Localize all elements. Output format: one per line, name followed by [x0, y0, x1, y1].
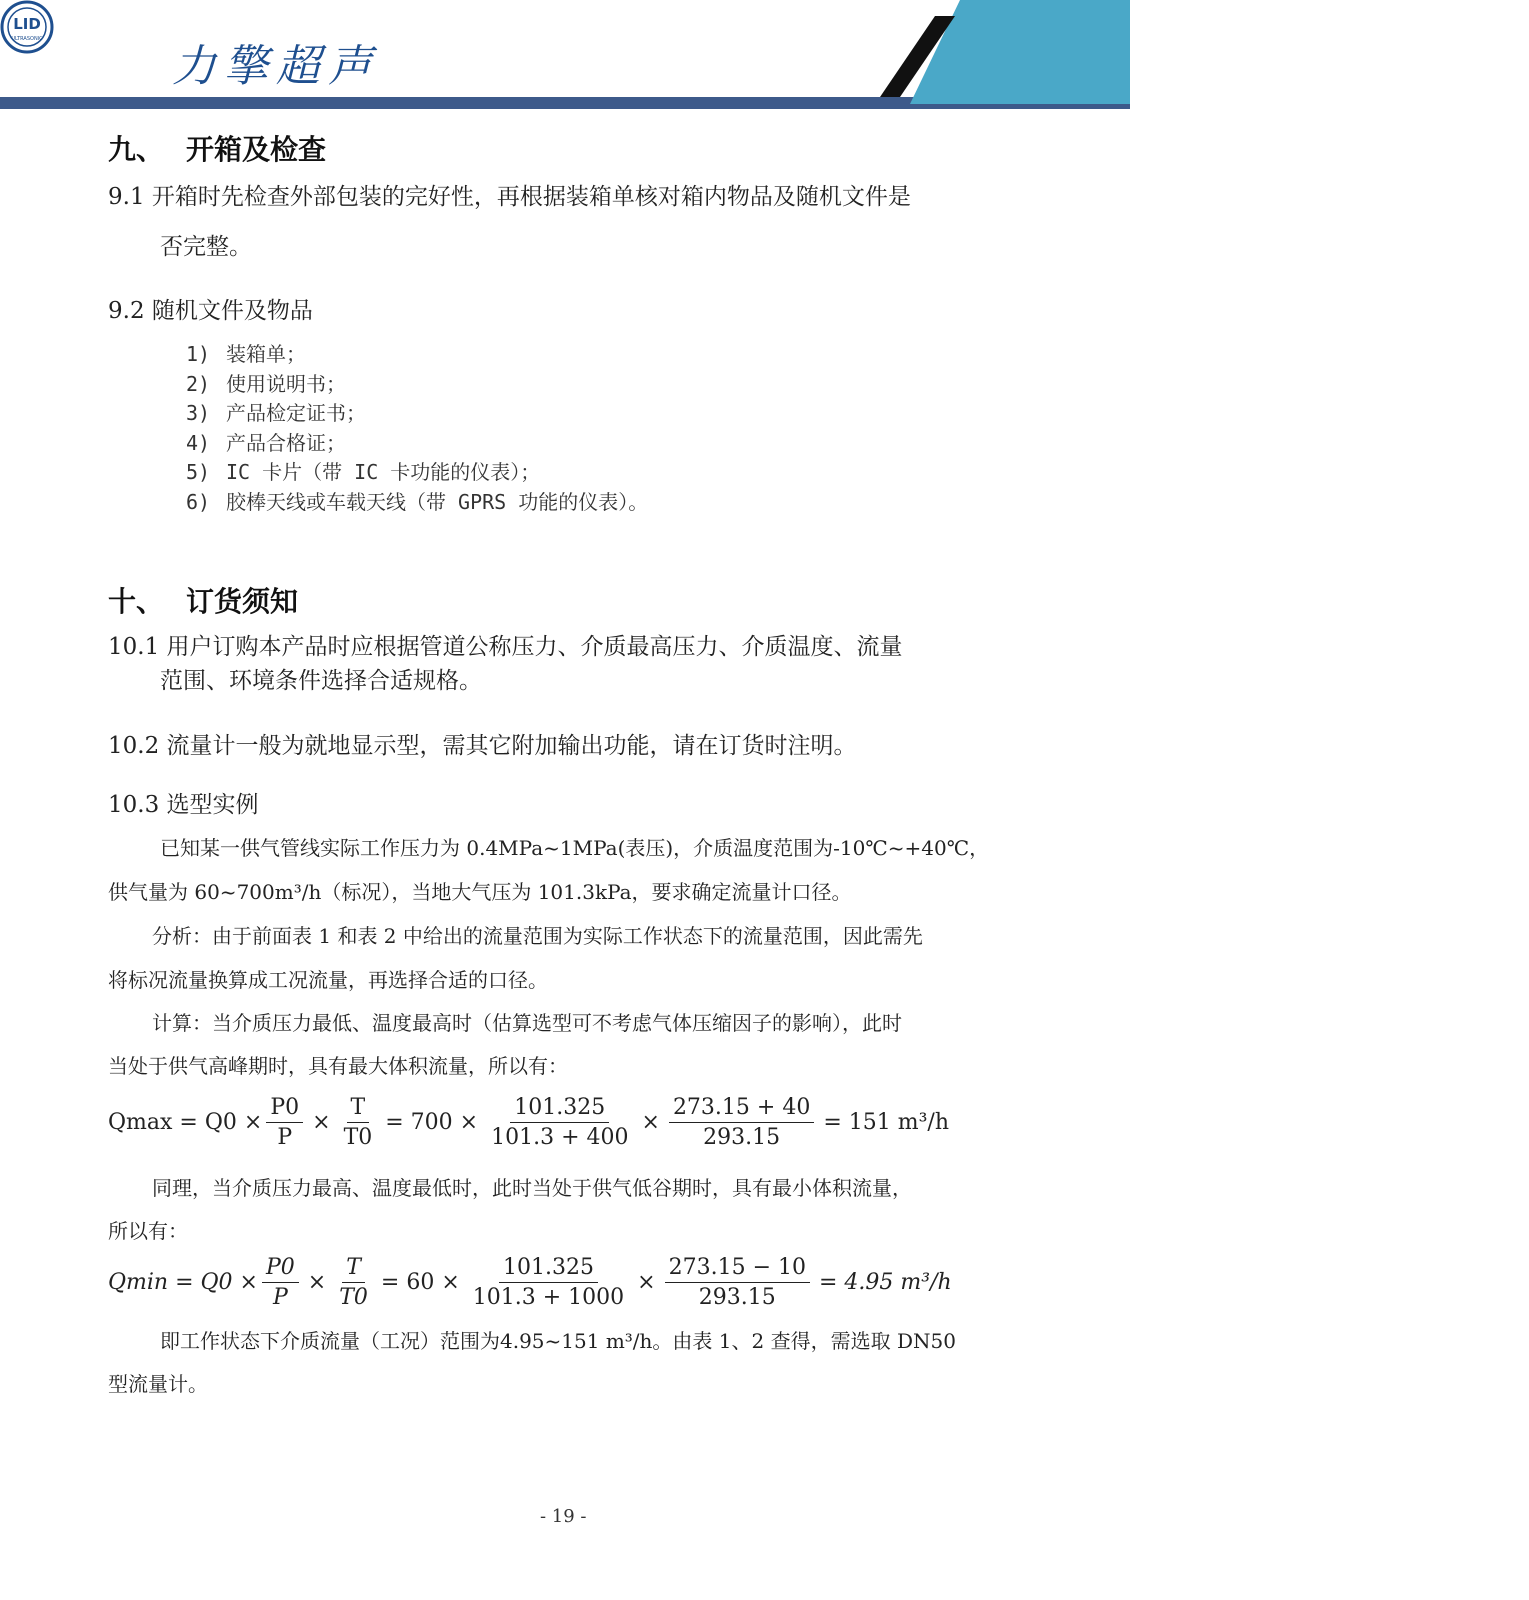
section-10-heading [108, 580, 298, 620]
section-9-heading [108, 128, 326, 168]
page-header [0, 0, 1130, 112]
page-number: - 19 - [540, 1506, 587, 1527]
formula-lhs: Qmin = Q0 × [108, 1270, 258, 1295]
fraction: $\frac{273.15 - 10}{293.15}$ [665, 1255, 810, 1310]
paragraph-10-3: 10.3 选型实例 [108, 792, 259, 818]
brand-name: 力擎超声 [172, 41, 380, 92]
example-line1: 已知某一供气管线实际工作压力为 0.4MPa~1MPa(表压)，介质温度范围为-10℃~+40℃， [160, 836, 990, 860]
formula-qmin: Qmin = Q0 × $\frac{P0}{P}$ × $\frac{T}{T0}$ = 60 × $\frac{101.325}{101.3 + 1000}$ × $\frac{273.15 - 10}{293.15}$ = 4.95 m³/h [108, 1255, 952, 1310]
formula-result: = 4.95 m³/h [819, 1270, 952, 1295]
fraction: $\frac{101.325}{101.3 + 1000}$ [472, 1255, 625, 1310]
list-item: 4) 产品合格证； [186, 430, 346, 455]
calc-line1: 计算：当介质压力最低、温度最高时（估算选型可不考虑气体压缩因子的影响），此时 [152, 1011, 902, 1035]
paragraph-9-1-line2: 否完整。 [160, 234, 252, 260]
fraction: $\frac{P0}{P}$ [262, 1255, 299, 1310]
analysis-line2: 将标况流量换算成工况流量，再选择合适的口径。 [108, 968, 548, 992]
formula-qmax: Qmax = Q0 × $\frac{P0}{P}$ × $\frac{T}{T0}$ = 700 × $\frac{101.325}{101.3 + 400}$ × $\frac{273.15 + 40}{293.15}$ = 151 m³/h [108, 1095, 950, 1150]
fraction: $\frac{T}{T0}$ [343, 1095, 373, 1150]
fraction: $\frac{P0}{P}$ [266, 1095, 303, 1150]
fraction: $\frac{101.325}{101.3 + 400}$ [491, 1095, 629, 1150]
list-item: 1) 装箱单； [186, 342, 306, 366]
paragraph-9-2: 9.2 随机文件及物品 [108, 298, 313, 324]
paragraph-10-2: 10.2 流量计一般为就地显示型，需其它附加输出功能，请在订货时注明。 [108, 733, 857, 759]
analysis-line1: 分析：由于前面表 1 和表 2 中给出的流量范围为实际工作状态下的流量范围，因此需先 [152, 924, 923, 948]
items-list [186, 338, 648, 515]
section-number: 十、 [108, 585, 165, 618]
svg-text:LID: LID [13, 15, 41, 33]
formula-result: = 151 m³/h [823, 1110, 950, 1135]
section-title: 开箱及检查 [186, 133, 327, 166]
list-item: 2) 使用说明书； [186, 371, 346, 396]
svg-text:ULTRASONIC: ULTRASONIC [11, 36, 43, 42]
list-item: 6) 胶棒天线或车载天线（带 GPRS 功能的仪表）。 [186, 489, 649, 514]
fraction: $\frac{T}{T0}$ [339, 1255, 368, 1310]
section-title: 订货须知 [186, 585, 299, 618]
paragraph-10-1-line1: 10.1 用户订购本产品时应根据管道公称压力、介质最高压力、介质温度、流量 [108, 634, 903, 660]
section-number: 九、 [108, 133, 165, 166]
result-line2: 型流量计。 [108, 1372, 208, 1396]
paragraph-9-1-line1: 9.1 开箱时先检查外部包装的完好性，再根据装箱单核对箱内物品及随机文件是 [108, 184, 911, 210]
paragraph-10-1-line2: 范围、环境条件选择合适规格。 [160, 668, 482, 694]
list-item: 3) 产品检定证书； [186, 401, 366, 425]
example-line2: 供气量为 60~700m³/h（标况），当地大气压为 101.3kPa，要求确定流量计口径。 [108, 880, 852, 904]
same-line2: 所以有： [108, 1219, 188, 1243]
list-item: 5) IC 卡片（带 IC 卡功能的仪表）； [186, 460, 541, 484]
header-graphic [0, 0, 1130, 112]
result-line1: 即工作状态下介质流量（工况）范围为4.95~151 m³/h。由表 1、2 查得，需选取 DN50 [160, 1329, 956, 1353]
formula-lhs: Qmax = Q0 × [108, 1110, 263, 1135]
company-logo-icon [0, 0, 54, 54]
fraction: $\frac{273.15 + 40}{293.15}$ [669, 1095, 814, 1150]
same-line1: 同理，当介质压力最高、温度最低时，此时当处于供气低谷期时，具有最小体积流量， [152, 1176, 912, 1200]
calc-line2: 当处于供气高峰期时，具有最大体积流量，所以有： [108, 1054, 568, 1078]
